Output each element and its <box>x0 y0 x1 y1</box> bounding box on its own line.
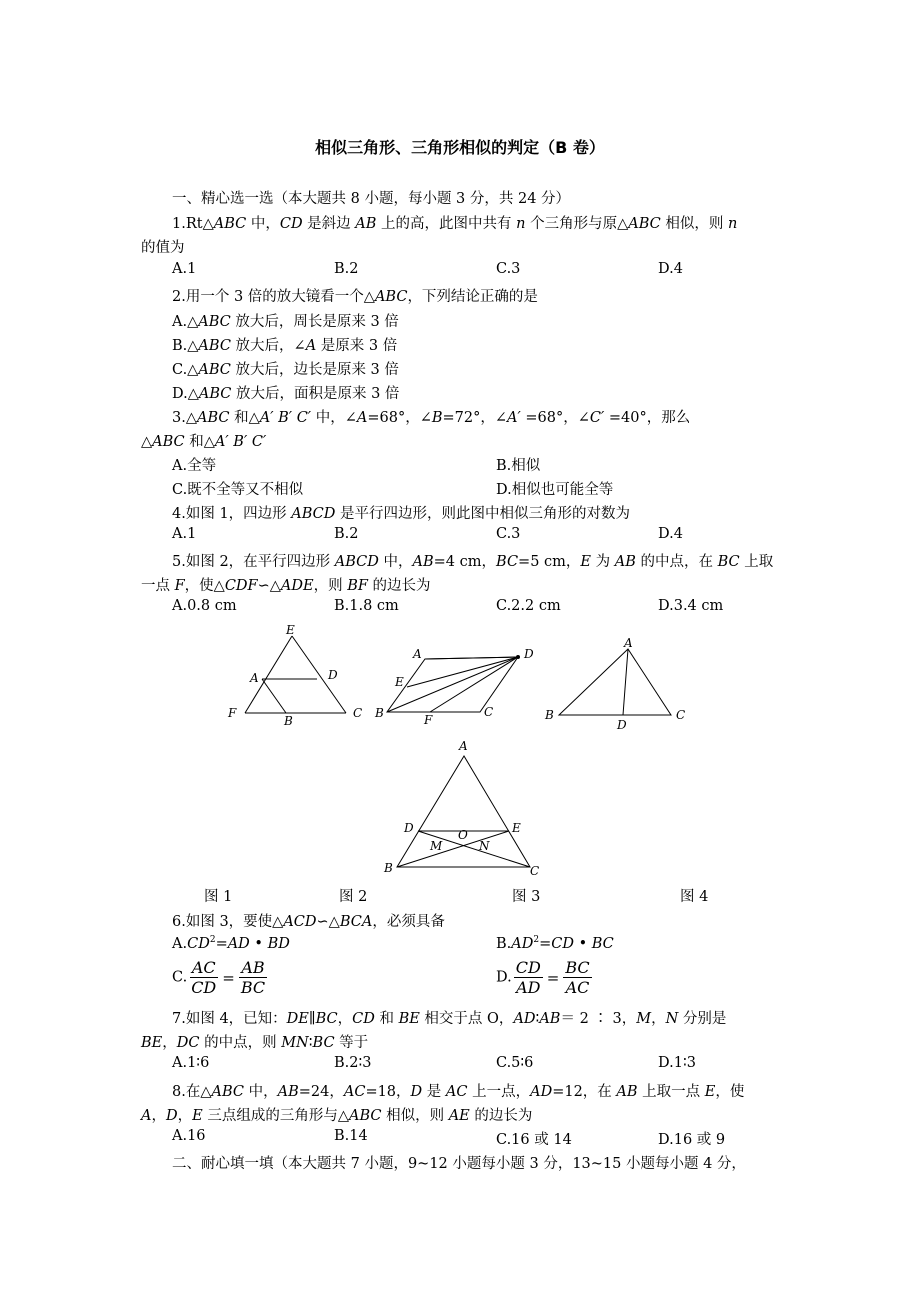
q1-option-c[interactable]: C.3 <box>496 261 521 277</box>
q1-stem-line1: 1.Rt△ABC 中，CD 是斜边 AB 上的高，此图中共有 n 个三角形与原△ABC 相似，则 n <box>172 216 738 232</box>
fig1-label-b: B <box>284 714 293 728</box>
q1-option-d[interactable]: D.4 <box>658 261 683 277</box>
q5-stem-line1: 5.如图 2，在平行四边形 ABCD 中，AB=4 cm，BC=5 cm，E 为 AB 的中点，在 BC 上取 <box>172 554 774 570</box>
figure-1-caption: 图 1 <box>204 889 233 905</box>
q7-option-c[interactable]: C.5∶6 <box>496 1055 534 1071</box>
q6-option-a[interactable]: $A.CD^2=AD$ • BD <box>172 935 290 952</box>
fig2-label-f: F <box>424 713 433 727</box>
q4-option-c[interactable]: C.3 <box>496 526 521 542</box>
fig1-label-c: C <box>353 706 363 720</box>
q5-option-d[interactable]: D.3.4 cm <box>658 598 724 614</box>
fig4-label-n: N <box>479 839 490 853</box>
fig4-label-e: E <box>512 821 521 835</box>
q6-option-c[interactable]: C. $\frac{AC}{CD}$ = $\frac{AB}{BC}$ <box>172 958 266 997</box>
q1-stem-line2: 的值为 <box>141 240 185 256</box>
q5-option-b[interactable]: B.1.8 cm <box>334 598 399 614</box>
q8-option-d[interactable]: D.16 或 9 <box>658 1132 726 1148</box>
q4-option-b[interactable]: B.2 <box>334 526 359 542</box>
figure-2 <box>387 657 518 712</box>
fig2-label-c: C <box>484 705 494 719</box>
fig3-label-c: C <box>676 708 686 722</box>
q6-option-d[interactable]: D. $\frac{CD}{AD}$ = $\frac{BC}{AC}$ <box>496 958 590 997</box>
q5-option-c[interactable]: C.2.2 cm <box>496 598 561 614</box>
q5-stem-line2: 一点 F，使△CDF∽△ADE，则 BF 的边长为 <box>141 578 431 594</box>
figure-3 <box>559 649 671 715</box>
fig4-label-c: C <box>530 864 540 878</box>
q3-option-d[interactable]: D.相似也可能全等 <box>496 482 614 498</box>
q1-option-a[interactable]: A.1 <box>172 261 197 277</box>
fig2-point-d <box>516 655 520 659</box>
figure-3-caption: 图 3 <box>512 889 541 905</box>
fig2-label-b: B <box>375 706 384 720</box>
q8-option-b[interactable]: B.14 <box>334 1128 368 1144</box>
q8-option-c[interactable]: C.16 或 14 <box>496 1132 572 1148</box>
q1-option-b[interactable]: B.2 <box>334 261 359 277</box>
q7-stem-line1: 7.如图 4，已知：DE∥BC，CD 和 BE 相交于点 O，AD∶AB＝ 2 ∶ 3，M，N 分别是 <box>172 1011 727 1027</box>
geometry-figures <box>0 620 920 890</box>
q3-stem-line1: 3.△ABC 和△A′ B′ C′ 中，∠A=68°，∠B=72°，∠A′ =68°，∠C′ =40°，那么 <box>172 410 691 426</box>
fig4-label-b: B <box>384 861 393 875</box>
fraction: $\frac{AC}{CD}$ <box>191 958 217 997</box>
q3-option-b[interactable]: B.相似 <box>496 458 541 474</box>
q2-option-c[interactable]: C.△ABC 放大后，边长是原来 3 倍 <box>172 362 399 378</box>
q7-option-d[interactable]: D.1∶3 <box>658 1055 696 1071</box>
figure-1-labels <box>227 623 362 728</box>
q8-stem-line1: 8.在△ABC 中，AB=24，AC=18，D 是 AC 上一点，AD=12，在 AB 上取一点 E，使 <box>172 1084 745 1100</box>
q2-option-b[interactable]: B.△ABC 放大后，∠A 是原来 3 倍 <box>172 338 398 354</box>
fraction: $\frac{AB}{BC}$ <box>240 958 266 997</box>
q4-option-d[interactable]: D.4 <box>658 526 683 542</box>
figure-3-labels <box>544 636 685 732</box>
fig1-label-f: F <box>228 706 237 720</box>
fig3-label-d: D <box>617 718 627 732</box>
q2-option-a[interactable]: A.△ABC 放大后，周长是原来 3 倍 <box>172 314 399 330</box>
q7-stem-line2: BE，DC 的中点，则 MN∶BC 等于 <box>141 1035 369 1051</box>
fig2-label-e: E <box>395 675 404 689</box>
section2-heading: 二、耐心填一填（本大题共 7 小题，9~12 小题每小题 3 分，13~15 小题每小题 4 分， <box>172 1156 746 1172</box>
q4-option-a[interactable]: A.1 <box>172 526 197 542</box>
section1-heading: 一、精心选一选（本大题共 8 小题，每小题 3 分，共 24 分） <box>172 191 571 207</box>
fig4-label-d: D <box>404 821 414 835</box>
fig2-label-a: A <box>413 647 422 661</box>
figure-4 <box>397 756 530 867</box>
q3-stem-line2: △ABC 和△A′ B′ C′ <box>141 434 267 450</box>
fig1-label-e: E <box>286 623 295 637</box>
q5-option-a[interactable]: A.0.8 cm <box>172 598 237 614</box>
fraction: $\frac{CD}{AD}$ <box>515 958 541 997</box>
fig2-label-d: D <box>524 647 534 661</box>
fig1-label-d: D <box>328 668 338 682</box>
figure-4-caption: 图 4 <box>680 889 709 905</box>
q6-option-b[interactable]: $B.AD^2=CD$ • BC <box>496 935 614 952</box>
q7-option-b[interactable]: B.2∶3 <box>334 1055 372 1071</box>
q7-option-a[interactable]: A.1∶6 <box>172 1055 210 1071</box>
q3-option-a[interactable]: A.全等 <box>172 458 217 474</box>
fig4-label-a: A <box>459 739 468 753</box>
fraction: $\frac{BC}{AC}$ <box>565 958 590 997</box>
fig3-label-b: B <box>545 708 554 722</box>
q4-stem: 4.如图 1，四边形 ABCD 是平行四边形，则此图中相似三角形的对数为 <box>172 506 631 522</box>
fig1-label-a: A <box>250 671 259 685</box>
fig4-label-o: O <box>458 828 468 842</box>
q2-option-d[interactable]: D.△ABC 放大后，面积是原来 3 倍 <box>172 386 400 402</box>
fig3-label-a: A <box>624 636 633 650</box>
q8-stem-line2: A，D，E 三点组成的三角形与△ABC 相似，则 AE 的边长为 <box>141 1108 533 1124</box>
q2-stem: 2.用一个 3 倍的放大镜看一个△ABC，下列结论正确的是 <box>172 289 538 305</box>
q8-option-a[interactable]: A.16 <box>172 1128 206 1144</box>
figure-2-caption: 图 2 <box>339 889 368 905</box>
q3-option-c[interactable]: C.既不全等又不相似 <box>172 482 304 498</box>
fig4-label-m: M <box>430 839 443 853</box>
q6-stem: 6.如图 3，要使△ACD∽△BCA，必须具备 <box>172 914 445 930</box>
page-title: 相似三角形、三角形相似的判定（B 卷） <box>315 138 605 157</box>
